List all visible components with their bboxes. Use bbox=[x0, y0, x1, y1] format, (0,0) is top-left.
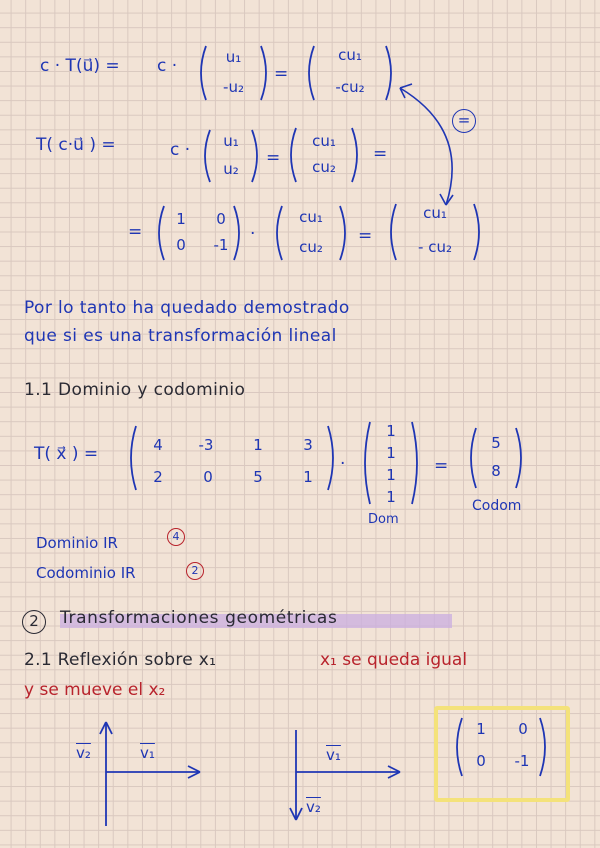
conclusion-line-1: Por lo tanto ha quedado demostrado bbox=[24, 298, 350, 318]
dominio-line: Dominio IR bbox=[36, 534, 118, 552]
dot-operator: · bbox=[340, 454, 346, 474]
matrix-entry: 0 bbox=[476, 752, 486, 770]
matrix-entry: 3 bbox=[303, 436, 313, 454]
vector-entry: 1 bbox=[386, 422, 396, 440]
vector-entry: 1 bbox=[386, 466, 396, 484]
vector-entry: -cu₂ bbox=[335, 78, 365, 96]
codominio-exponent: 2 bbox=[186, 562, 204, 580]
vector-entry: u₁ bbox=[225, 48, 242, 66]
vector-entry: cu₁ bbox=[338, 46, 362, 64]
matrix-entry: 5 bbox=[253, 468, 263, 486]
matrix-entry: -1 bbox=[514, 752, 530, 770]
equal-circle-mark: = bbox=[452, 109, 476, 133]
matrix-entry: -1 bbox=[213, 236, 229, 254]
vector-entry: u₂ bbox=[223, 160, 239, 178]
c-t-u-expression: c · T(u⃗) = bbox=[40, 56, 120, 76]
section-2-title: Transformaciones geométricas bbox=[60, 608, 338, 628]
matrix-entry: 1 bbox=[176, 210, 186, 228]
vector-entry: cu₂ bbox=[312, 158, 336, 176]
v2-reflected-label: v₂ bbox=[306, 798, 321, 816]
codominio-line: Codominio IR bbox=[36, 564, 136, 582]
scalar-c: c · bbox=[170, 140, 191, 160]
equals-sign: = bbox=[358, 226, 373, 246]
section-2-1-title: 2.1 Reflexión sobre x₁ bbox=[24, 650, 217, 670]
vector-entry: -u₂ bbox=[223, 78, 244, 96]
equals-sign: = bbox=[128, 222, 143, 242]
vector-entry: u₁ bbox=[223, 132, 239, 150]
v1-reflected-label: v₁ bbox=[326, 746, 341, 764]
matrix-entry: 1 bbox=[303, 468, 313, 486]
matrix-entry: 0 bbox=[176, 236, 186, 254]
dot-operator: · bbox=[250, 224, 256, 244]
vector-entry: cu₁ bbox=[312, 132, 336, 150]
scalar-c: c · bbox=[157, 56, 178, 76]
t-c-u-expression: T( c·u⃗ ) = bbox=[36, 135, 116, 155]
dominio-exponent: 4 bbox=[167, 528, 185, 546]
vector-entry: cu₁ bbox=[299, 208, 323, 226]
equals-sign: = bbox=[274, 64, 289, 84]
matrix-entry: 4 bbox=[153, 436, 163, 454]
matrix-entry: 0 bbox=[203, 468, 213, 486]
vector-entry: - cu₂ bbox=[418, 238, 452, 256]
reflection-note-1: x₁ se queda igual bbox=[320, 650, 468, 670]
equals-sign: = bbox=[434, 456, 449, 476]
vector-entry: cu₁ bbox=[423, 204, 447, 222]
matrix-entry: 1 bbox=[476, 720, 486, 738]
matrix-entry: 2 bbox=[153, 468, 163, 486]
section-1-1-title: 1.1 Dominio y codominio bbox=[24, 380, 246, 400]
t-x-expression: T( x⃗ ) = bbox=[34, 444, 99, 464]
v2-label: v₂ bbox=[76, 744, 91, 762]
matrix-entry: -3 bbox=[198, 436, 214, 454]
equals-sign: = bbox=[373, 144, 388, 164]
section-2-number: 2 bbox=[22, 610, 46, 634]
vector-entry: 8 bbox=[491, 462, 501, 480]
reflection-note-2: y se mueve el x₂ bbox=[24, 680, 166, 700]
vector-entry: 1 bbox=[386, 488, 396, 506]
dom-label: Dom bbox=[368, 512, 399, 527]
matrix-entry: 1 bbox=[253, 436, 263, 454]
vector-entry: 5 bbox=[491, 434, 501, 452]
vector-entry: cu₂ bbox=[299, 238, 323, 256]
conclusion-line-2: que si es una transformación lineal bbox=[24, 326, 337, 346]
matrix-entry: 0 bbox=[216, 210, 226, 228]
matrix-entry: 0 bbox=[518, 720, 528, 738]
equals-sign: = bbox=[266, 148, 281, 168]
codom-label: Codom bbox=[472, 498, 522, 514]
v1-label: v₁ bbox=[140, 744, 155, 762]
vector-entry: 1 bbox=[386, 444, 396, 462]
